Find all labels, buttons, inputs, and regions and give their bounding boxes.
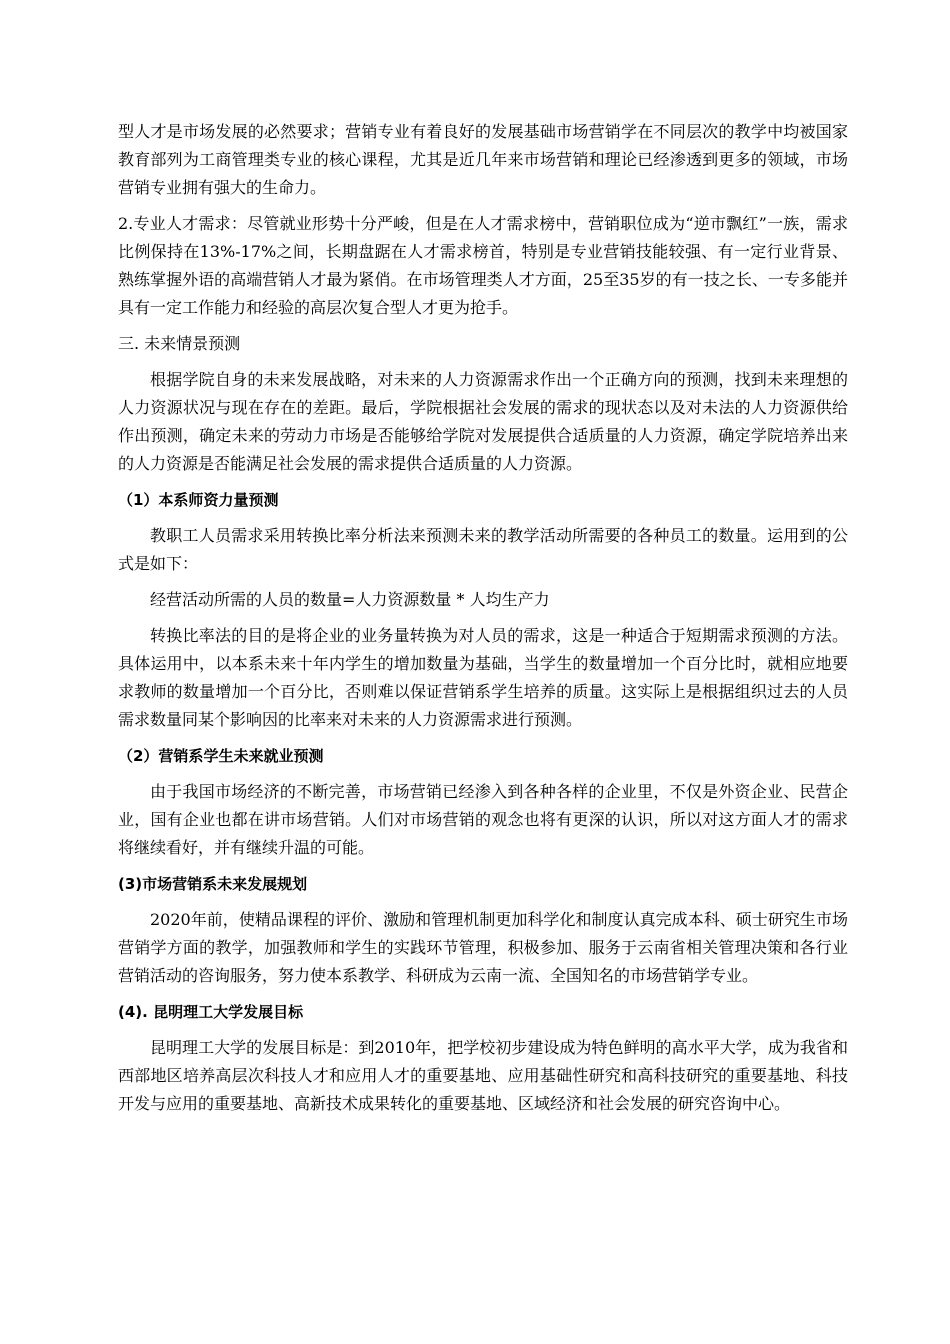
document-page <box>118 118 848 1126</box>
paragraph-employment-outlook: 由于我国市场经济的不断完善，市场营销已经渗入到各种各样的企业里，不仅是外资企业、民营企业，国有企业也都在讲市场营销。人们对市场营销的观念也将有更深的认识，所以对这方面人才的需求将继续看好，并有继续升温的可能。 <box>118 782 848 857</box>
heading-university-goals: (4). 昆明理工大学发展目标 <box>118 1003 304 1021</box>
paragraph-professional-talent-demand: 2.专业人才需求：尽管就业形势十分严峻，但是在人才需求榜中，营销职位成为“逆市飘红”一族，需求比例保持在13%-17%之间，长期盘踞在人才需求榜首，特别是专业营销技能较强、有一定行业背景、熟练掌握外语的高端营销人才最为紧俏。在市场管理类人才方面，25至35岁的有一技之长、一专多能并具有一定工作能力和经验的高层次复合型人才更为抢手。 <box>118 214 848 317</box>
paragraph-university-goals: 昆明理工大学的发展目标是：到2010年，把学校初步建设成为特色鲜明的高水平大学，成为我省和西部地区培养高层次科技人才和应用人才的重要基地、应用基础性研究和高科技研究的重要基地、科技开发与应用的重要基地、高新技术成果转化的重要基地、区域经济和社会发展的研究咨询中心。 <box>118 1038 848 1113</box>
paragraph-development-plan: 2020年前，使精品课程的评价、激励和管理机制更加科学化和制度认真完成本科、硕士研究生市场营销学方面的教学，加强教师和学生的实践环节管理，积极参加、服务于云南省相关管理决策和各行业营销活动的咨询服务，努力使本系教学、科研成为云南一流、全国知名的市场营销学专业。 <box>118 910 848 985</box>
section-title-future-scenario: 三. 未来情景预测 <box>118 334 241 353</box>
heading-student-employment-forecast: （2）营销系学生未来就业预测 <box>118 747 324 765</box>
heading-department-development-plan: (3)市场营销系未来发展规划 <box>118 875 308 893</box>
paragraph-staff-demand-method: 教职工人员需求采用转换比率分析法来预测未来的教学活动所需要的各种员工的数量。运用到的公式是如下： <box>118 526 848 573</box>
paragraph-talent-requirement: 型人才是市场发展的必然要求；营销专业有着良好的发展基础市场营销学在不同层次的教学中均被国家教育部列为工商管理类专业的核心课程，尤其是近几年来市场营销和理论已经渗透到更多的领域，市场营销专业拥有强大的生命力。 <box>118 122 848 197</box>
heading-faculty-forecast: （1）本系师资力量预测 <box>118 491 279 509</box>
paragraph-conversion-ratio-method: 转换比率法的目的是将企业的业务量转换为对人员的需求，这是一种适合于短期需求预测的方法。具体运用中，以本系未来十年内学生的增加数量为基础，当学生的数量增加一个百分比时，就相应地要求教师的数量增加一个百分比，否则难以保证营销系学生培养的质量。这实际上是根据组织过去的人员需求数量同某个影响因的比率来对未来的人力资源需求进行预测。 <box>118 626 848 729</box>
formula-line: 经营活动所需的人员的数量=人力资源数量 * 人均生产力 <box>150 590 550 609</box>
paragraph-future-forecast: 根据学院自身的未来发展战略，对未来的人力资源需求作出一个正确方向的预测，找到未来理想的人力资源状况与现在存在的差距。最后，学院根据社会发展的需求的现状态以及对未法的人力资源供给作出预测，确定未来的劳动力市场是否能够给学院对发展提供合适质量的人力资源，确定学院培养出来的人力资源是否能满足社会发展的需求提供合适质量的人力资源。 <box>118 370 848 473</box>
